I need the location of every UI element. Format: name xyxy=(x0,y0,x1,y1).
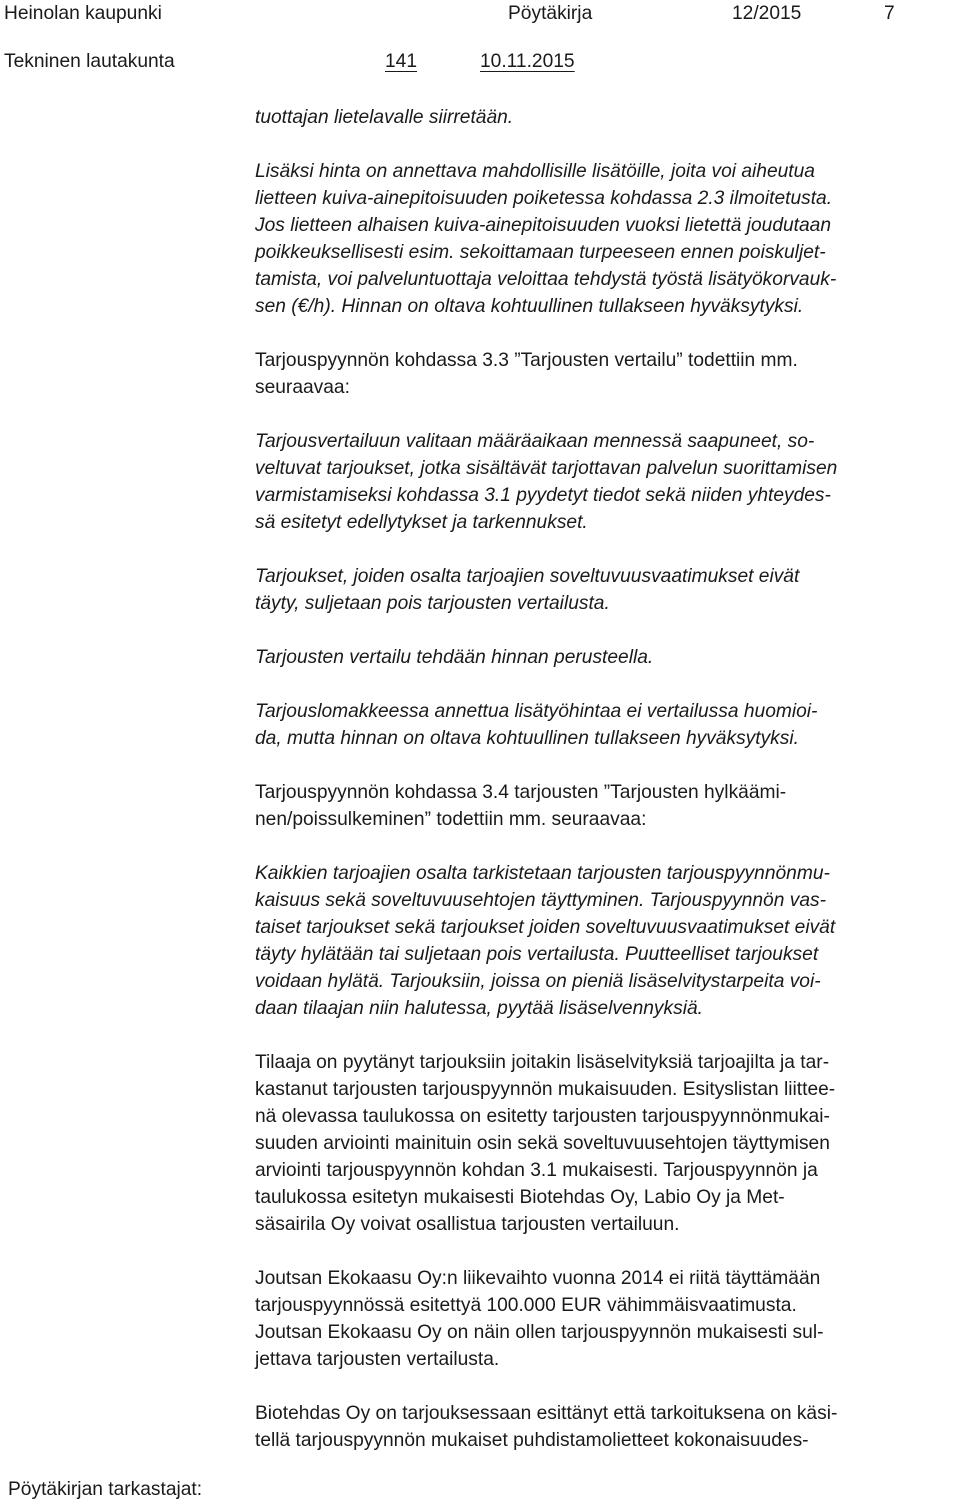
text-line: tamista, voi palveluntuottaja veloittaa tehdystä työstä lisätyökorvauk- xyxy=(255,269,837,290)
text-line: Joutsan Ekokaasu Oy:n liikevaihto vuonna 2014 ei riitä täyttämään xyxy=(255,1268,821,1289)
text-line: täyty hylätään tai suljetaan pois vertailusta. Puutteelliset tarjoukset xyxy=(255,944,819,965)
footer-reviewers-label: Pöytäkirjan tarkastajat: xyxy=(8,1479,203,1500)
text-line: taiset tarjoukset sekä tarjoukset joiden soveltuvuusvaatimukset eivät xyxy=(255,917,836,938)
text-line: lietteen kuiva-ainepitoisuuden poiketessa kohdassa 2.3 ilmoitetusta. xyxy=(255,188,833,209)
paragraph xyxy=(255,698,955,752)
text-line: Tarjoukset, joiden osalta tarjoajien soveltuvuusvaatimukset eivät xyxy=(255,566,800,587)
text-line: säsairila Oy voivat osallistua tarjousten vertailuun. xyxy=(255,1214,680,1235)
text-line: sen (€/h). Hinnan on oltava kohtuullinen tullakseen hyväksytyksi. xyxy=(255,296,804,317)
paragraph-gap xyxy=(255,1238,955,1265)
text-line: nä olevassa taulukossa on esitetty tarjousten tarjouspyynnönmukai- xyxy=(255,1106,830,1127)
text-line: Tarjouspyynnön kohdassa 3.4 tarjousten ”Tarjousten hylkäämi- xyxy=(255,782,787,803)
header-section: 141 xyxy=(385,51,418,72)
paragraph xyxy=(255,1265,955,1373)
text-line: Tarjousvertailuun valitaan määräaikaan mennessä saapuneet, so- xyxy=(255,431,815,452)
text-line: Joutsan Ekokaasu Oy on näin ollen tarjouspyynnön mukaisesti sul- xyxy=(255,1322,824,1343)
paragraph xyxy=(255,644,955,671)
paragraph-gap xyxy=(255,131,955,158)
paragraph xyxy=(255,428,955,536)
paragraph-gap xyxy=(255,752,955,779)
text-line: täyty, suljetaan pois tarjousten vertailusta. xyxy=(255,593,610,614)
text-line: Biotehdas Oy on tarjouksessaan esittänyt että tarkoituksena on käsi- xyxy=(255,1403,838,1424)
text-line: daan tilaajan niin halutessa, pyytää lisäselvennyksiä. xyxy=(255,998,703,1019)
paragraph-gap xyxy=(255,1022,955,1049)
text-line: kaisuus sekä soveltuvuusehtojen täyttyminen. Tarjouspyynnön vas- xyxy=(255,890,826,911)
text-line: nen/poissulkeminen” todettiin mm. seuraavaa: xyxy=(255,809,647,830)
text-line: Tarjouspyynnön kohdassa 3.3 ”Tarjousten vertailu” todettiin mm. xyxy=(255,350,798,371)
paragraph-gap xyxy=(255,536,955,563)
paragraph xyxy=(255,860,955,1022)
text-line: tellä tarjouspyynnön mukaiset puhdistamolietteet kokonaisuudes- xyxy=(255,1430,809,1451)
paragraph xyxy=(255,1049,955,1238)
text-line: Lisäksi hinta on annettava mahdollisille lisätöille, joita voi aiheutua xyxy=(255,161,815,182)
text-line: da, mutta hinnan on oltava kohtuullinen tullakseen hyväksytyksi. xyxy=(255,728,799,749)
paragraph xyxy=(255,104,955,131)
paragraph-gap xyxy=(255,320,955,347)
text-line: Tilaaja on pyytänyt tarjouksiin joitakin lisäselvityksiä tarjoajilta ja tar- xyxy=(255,1052,830,1073)
header-city: Heinolan kaupunki xyxy=(4,3,162,24)
header-page-number: 7 xyxy=(884,3,895,24)
text-line: poikkeuksellisesti esim. sekoittamaan turpeeseen ennen poiskuljet- xyxy=(255,242,826,263)
text-line: voidaan hylätä. Tarjouksiin, joissa on pieniä lisäselvitystarpeita voi- xyxy=(255,971,821,992)
header-board: Tekninen lautakunta xyxy=(4,51,175,72)
paragraph-gap xyxy=(255,671,955,698)
paragraph xyxy=(255,158,955,320)
header-doc-number: 12/2015 xyxy=(732,3,802,24)
text-line: Tarjousten vertailu tehdään hinnan perusteella. xyxy=(255,647,654,668)
header-doc-type: Pöytäkirja xyxy=(508,3,593,24)
paragraph-gap xyxy=(255,617,955,644)
paragraph-gap xyxy=(255,833,955,860)
paragraph-gap xyxy=(255,401,955,428)
text-line: veltuvat tarjoukset, jotka sisältävät tarjottavan palvelun suorittamisen xyxy=(255,458,838,479)
text-line: tuottajan lietelavalle siirretään. xyxy=(255,107,514,128)
text-line: jettava tarjousten vertailusta. xyxy=(255,1349,500,1370)
paragraph xyxy=(255,347,955,401)
text-line: seuraavaa: xyxy=(255,377,350,398)
paragraph xyxy=(255,1400,955,1454)
text-line: sä esitetyt edellytykset ja tarkennukset. xyxy=(255,512,588,533)
text-line: Tarjouslomakkeessa annettua lisätyöhintaa ei vertailussa huomioi- xyxy=(255,701,818,722)
text-line: varmistamiseksi kohdassa 3.1 pyydetyt tiedot sekä niiden yhteydes- xyxy=(255,485,831,506)
text-line: suuden arviointi mainituin osin sekä soveltuvuusehtojen täyttymisen xyxy=(255,1133,830,1154)
paragraph xyxy=(255,779,955,833)
text-line: tarjouspyynnössä esitettyä 100.000 EUR vähimmäisvaatimusta. xyxy=(255,1295,797,1316)
text-line: Kaikkien tarjoajien osalta tarkistetaan tarjousten tarjouspyynnönmu- xyxy=(255,863,830,884)
text-line: kastanut tarjousten tarjouspyynnön mukaisuuden. Esityslistan liittee- xyxy=(255,1079,836,1100)
document-body xyxy=(255,104,955,1454)
paragraph-gap xyxy=(255,1373,955,1400)
text-line: taulukossa esitetyn mukaisesti Biotehdas Oy, Labio Oy ja Met- xyxy=(255,1187,785,1208)
paragraph xyxy=(255,563,955,617)
header-date: 10.11.2015 xyxy=(480,51,575,72)
text-line: Jos lietteen alhaisen kuiva-ainepitoisuuden vuoksi lietettä joudutaan xyxy=(255,215,832,236)
text-line: arviointi tarjouspyynnön kohdan 3.1 mukaisesti. Tarjouspyynnön ja xyxy=(255,1160,818,1181)
